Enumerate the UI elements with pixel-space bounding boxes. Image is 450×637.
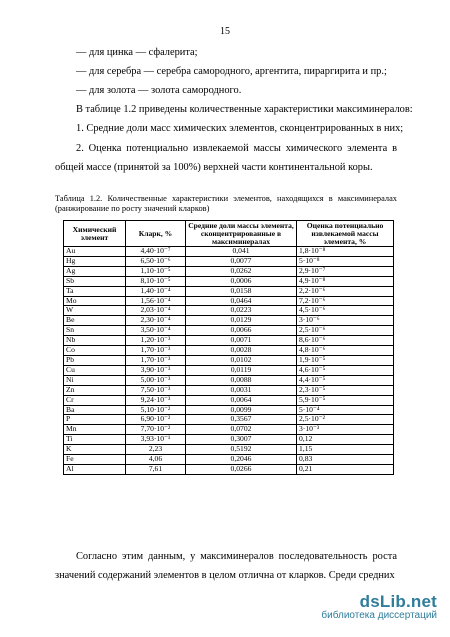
cell-clarke: 4,06 xyxy=(126,455,186,465)
cell-element: K xyxy=(64,445,126,455)
cell-element: Be xyxy=(64,316,126,326)
cell-mass-share: 0,041 xyxy=(186,247,297,257)
cell-clarke: 1,70·10⁻³ xyxy=(126,355,186,365)
cell-clarke: 3,93·10⁻¹ xyxy=(126,435,186,445)
cell-mass-share: 0,0066 xyxy=(186,326,297,336)
intro-line-zinc: — для цинка — сфалерита; xyxy=(76,47,198,58)
cell-element: Cu xyxy=(64,365,126,375)
header-element: Химический элемент xyxy=(64,221,126,247)
item-2-paragraph: 2. Оценка потенциально извлекаемой массы химического элемента в общей массе (принятой за 100%) верхней части континентальной коры. xyxy=(55,143,397,173)
cell-extractable-mass: 1,8·10⁻⁸ xyxy=(297,247,394,257)
cell-extractable-mass: 3·10⁻³ xyxy=(297,425,394,435)
cell-element: Ba xyxy=(64,405,126,415)
dslib-logo: dsLib.net xyxy=(359,592,437,611)
cell-extractable-mass: 2,5·10⁻² xyxy=(297,415,394,425)
dslib-watermark xyxy=(321,592,437,621)
cell-extractable-mass: 2,2·10⁻⁶ xyxy=(297,286,394,296)
cell-element: Ag xyxy=(64,266,126,276)
intro-line-item-1: 1. Средние доли масс химических элементов, сконцентрированных в них; xyxy=(76,123,404,134)
cell-mass-share: 0,0223 xyxy=(186,306,297,316)
intro-line-silver: — для серебра — серебра самородного, аргентита, пираргирита и пр.; xyxy=(76,66,387,77)
cell-clarke: 1,70·10⁻³ xyxy=(126,346,186,356)
intro-line-gold: — для золота — золота самородного. xyxy=(76,85,242,96)
intro-line-table-ref: В таблице 1.2 приведены количественные характеристики максиминералов: xyxy=(76,104,413,115)
cell-mass-share: 0,0064 xyxy=(186,395,297,405)
cell-extractable-mass: 2,9·10⁻⁷ xyxy=(297,266,394,276)
table-row xyxy=(64,306,394,316)
table-row xyxy=(64,256,394,266)
closing-paragraph: Согласно этим данным, у максиминералов последовательность роста значений содержаний элементов в целом отлична от кларков. Среди средних xyxy=(55,551,397,581)
cell-extractable-mass: 1,15 xyxy=(297,445,394,455)
header-clarke: Кларк, % xyxy=(126,221,186,247)
cell-element: Fe xyxy=(64,455,126,465)
cell-element: P xyxy=(64,415,126,425)
header-extractable-mass: Оценка потенциально извлекаемой массы элемента, % xyxy=(297,221,394,247)
table-row xyxy=(64,385,394,395)
cell-mass-share: 0,3007 xyxy=(186,435,297,445)
cell-mass-share: 0,0031 xyxy=(186,385,297,395)
cell-element: Sb xyxy=(64,276,126,286)
cell-mass-share: 0,2046 xyxy=(186,455,297,465)
table-header-row xyxy=(64,221,394,247)
cell-element: Co xyxy=(64,346,126,356)
cell-clarke: 2,30·10⁻⁴ xyxy=(126,316,186,326)
cell-extractable-mass: 8,6·10⁻⁶ xyxy=(297,336,394,346)
table-row xyxy=(64,355,394,365)
cell-clarke: 1,20·10⁻³ xyxy=(126,336,186,346)
cell-mass-share: 0,0102 xyxy=(186,355,297,365)
table-row xyxy=(64,425,394,435)
cell-mass-share: 0,0702 xyxy=(186,425,297,435)
cell-mass-share: 0,0099 xyxy=(186,405,297,415)
cell-clarke: 7,70·10⁻² xyxy=(126,425,186,435)
table-row xyxy=(64,455,394,465)
cell-element: Ta xyxy=(64,286,126,296)
cell-element: W xyxy=(64,306,126,316)
cell-extractable-mass: 0,21 xyxy=(297,464,394,474)
header-mass-share: Средние доли массы элемента, сконцентрированные в максиминералах xyxy=(186,221,297,247)
cell-extractable-mass: 0,83 xyxy=(297,455,394,465)
cell-extractable-mass: 4,9·10⁻⁸ xyxy=(297,276,394,286)
table-row xyxy=(64,464,394,474)
cell-element: Au xyxy=(64,247,126,257)
cell-extractable-mass: 0,12 xyxy=(297,435,394,445)
table-row xyxy=(64,435,394,445)
cell-element: Nb xyxy=(64,336,126,346)
cell-mass-share: 0,0071 xyxy=(186,336,297,346)
table-row xyxy=(64,346,394,356)
cell-clarke: 8,10·10⁻⁵ xyxy=(126,276,186,286)
cell-mass-share: 0,0088 xyxy=(186,375,297,385)
table-caption: Таблица 1.2. Количественные характеристики элементов, находящихся в максиминералах (ранжирование по росту значений кларков) xyxy=(55,194,397,213)
cell-element: Mo xyxy=(64,296,126,306)
cell-element: Hg xyxy=(64,256,126,266)
cell-extractable-mass: 3·10⁻⁶ xyxy=(297,316,394,326)
cell-clarke: 9,24·10⁻³ xyxy=(126,395,186,405)
table-row xyxy=(64,336,394,346)
cell-extractable-mass: 1,9·10⁻⁵ xyxy=(297,355,394,365)
table-row xyxy=(64,326,394,336)
table-body xyxy=(64,247,394,475)
table-row xyxy=(64,405,394,415)
cell-extractable-mass: 5,9·10⁻⁵ xyxy=(297,395,394,405)
cell-element: Mn xyxy=(64,425,126,435)
cell-mass-share: 0,0028 xyxy=(186,346,297,356)
dslib-subtitle: библиотека диссертаций xyxy=(321,610,437,621)
cell-element: Al xyxy=(64,464,126,474)
cell-mass-share: 0,0006 xyxy=(186,276,297,286)
cell-mass-share: 0,0077 xyxy=(186,256,297,266)
cell-clarke: 6,50·10⁻⁶ xyxy=(126,256,186,266)
cell-clarke: 6,90·10⁻² xyxy=(126,415,186,425)
cell-element: Zn xyxy=(64,385,126,395)
table-row xyxy=(64,266,394,276)
cell-mass-share: 0,0464 xyxy=(186,296,297,306)
table-row xyxy=(64,445,394,455)
cell-extractable-mass: 4,5·10⁻⁶ xyxy=(297,306,394,316)
cell-element: Ti xyxy=(64,435,126,445)
cell-clarke: 1,56·10⁻⁴ xyxy=(126,296,186,306)
cell-clarke: 2,03·10⁻⁴ xyxy=(126,306,186,316)
cell-clarke: 5,00·10⁻³ xyxy=(126,375,186,385)
cell-extractable-mass: 4,8·10⁻⁶ xyxy=(297,346,394,356)
cell-mass-share: 0,0262 xyxy=(186,266,297,276)
cell-clarke: 5,10·10⁻² xyxy=(126,405,186,415)
page-number: 15 xyxy=(220,26,230,37)
cell-extractable-mass: 2,5·10⁻⁶ xyxy=(297,326,394,336)
cell-clarke: 7,50·10⁻³ xyxy=(126,385,186,395)
cell-mass-share: 0,3567 xyxy=(186,415,297,425)
clarke-table xyxy=(63,220,394,475)
cell-mass-share: 0,5192 xyxy=(186,445,297,455)
cell-extractable-mass: 5·10⁻⁴ xyxy=(297,405,394,415)
cell-extractable-mass: 2,3·10⁻⁵ xyxy=(297,385,394,395)
table-row xyxy=(64,286,394,296)
table-row xyxy=(64,247,394,257)
table-row xyxy=(64,276,394,286)
cell-mass-share: 0,0129 xyxy=(186,316,297,326)
table-row xyxy=(64,415,394,425)
cell-element: Pb xyxy=(64,355,126,365)
cell-extractable-mass: 4,4·10⁻⁵ xyxy=(297,375,394,385)
cell-extractable-mass: 7,2·10⁻⁶ xyxy=(297,296,394,306)
cell-extractable-mass: 5·10⁻⁸ xyxy=(297,256,394,266)
cell-element: Cr xyxy=(64,395,126,405)
cell-clarke: 7,61 xyxy=(126,464,186,474)
table-row xyxy=(64,375,394,385)
cell-clarke: 4,40·10⁻⁷ xyxy=(126,247,186,257)
cell-clarke: 3,90·10⁻³ xyxy=(126,365,186,375)
cell-clarke: 2,23 xyxy=(126,445,186,455)
cell-clarke: 3,50·10⁻⁴ xyxy=(126,326,186,336)
table-row xyxy=(64,316,394,326)
cell-extractable-mass: 4,6·10⁻⁵ xyxy=(297,365,394,375)
cell-element: Sn xyxy=(64,326,126,336)
table-row xyxy=(64,365,394,375)
cell-mass-share: 0,0266 xyxy=(186,464,297,474)
table-row xyxy=(64,296,394,306)
cell-element: Ni xyxy=(64,375,126,385)
cell-mass-share: 0,0158 xyxy=(186,286,297,296)
cell-clarke: 1,10·10⁻⁵ xyxy=(126,266,186,276)
cell-clarke: 1,40·10⁻⁴ xyxy=(126,286,186,296)
table-row xyxy=(64,395,394,405)
cell-mass-share: 0,0119 xyxy=(186,365,297,375)
